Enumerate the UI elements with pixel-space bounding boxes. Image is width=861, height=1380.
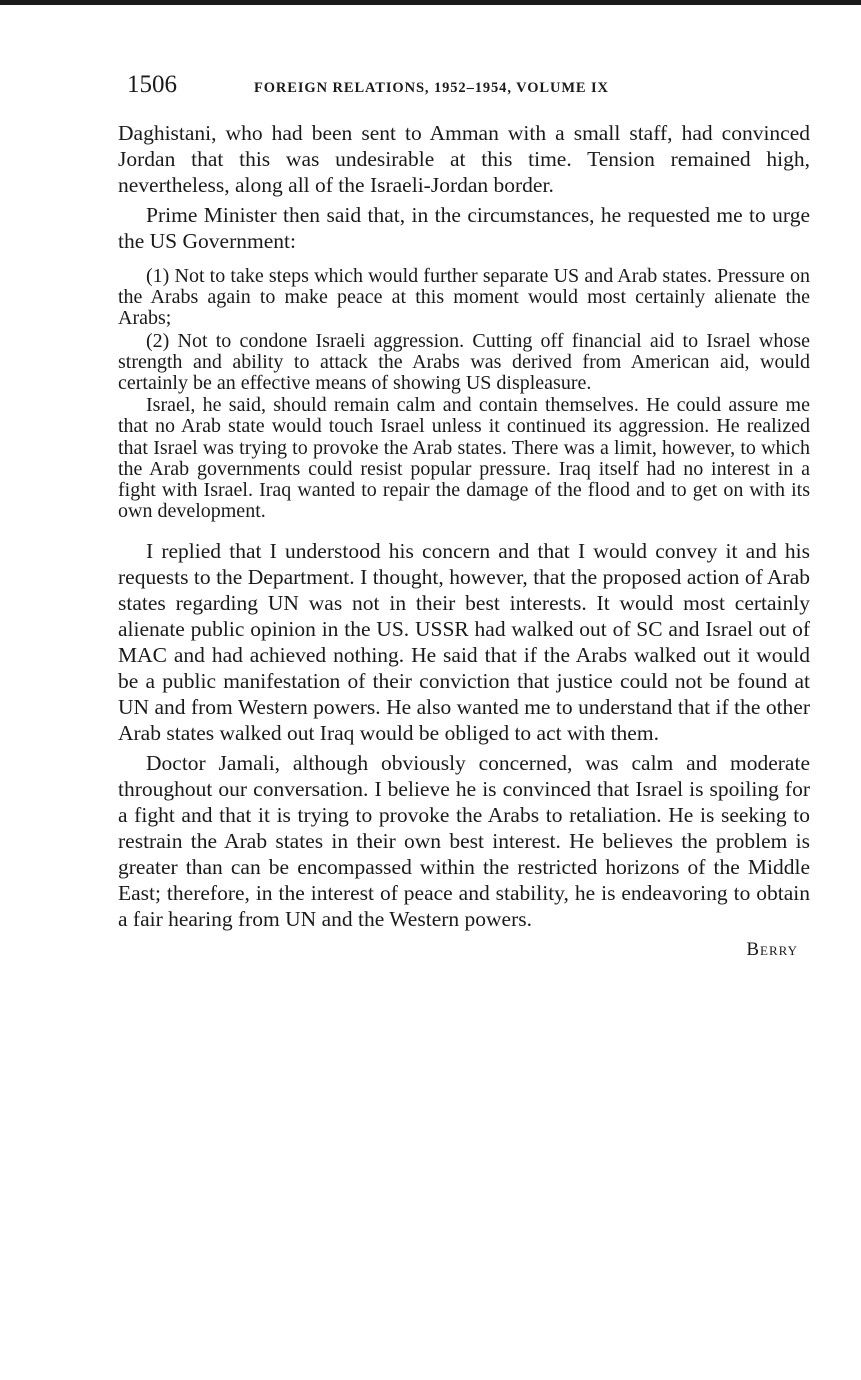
signature: Berry — [746, 939, 798, 961]
paragraph-continuation: Daghistani, who had been sent to Amman with a small staff, had convinced Jordan that this was undesirable at this time. Tension remained high, nevertheless, along all of the Israeli-Jordan border. — [118, 121, 810, 197]
page-header — [127, 72, 807, 102]
running-head: FOREIGN RELATIONS, 1952–1954, VOLUME IX — [254, 80, 609, 96]
page-number: 1506 — [127, 71, 177, 98]
paragraph-jamali: Doctor Jamali, although obviously concerned, was calm and moderate throughout our conversation. I believe he is convinced that Israel is spoiling for a fight and that it is trying to provoke the Arabs to retaliation. He is seeking to restrain the Arab states in their own best interest. He believes the problem is greater than can be encompassed within the restricted horizons of the Middle East; therefore, in the interest of peace and stability, he is endeavoring to obtain a fair hearing from UN and the Western powers. — [118, 751, 810, 932]
quoted-point-2: (2) Not to condone Israeli aggression. Cutting off financial aid to Israel whose strength and ability to attack the Arabs was derived from American aid, would certainly be an effective means of showing US displeasure. — [118, 329, 810, 395]
quoted-israel-paragraph: Israel, he said, should remain calm and contain themselves. He could assure me that no Arab state would touch Israel unless it continued its aggression. He realized that Israel was trying to provoke the Arab states. There was a limit, however, to which the Arab governments could resist popular pressure. Iraq itself had no interest in a fight with Israel. Iraq wanted to repair the damage of the flood and to get on with its own development. — [118, 394, 810, 523]
quoted-telegram-section — [118, 266, 810, 522]
closing-section — [118, 538, 810, 932]
quoted-point-1: (1) Not to take steps which would further separate US and Arab states. Pressure on the Arabs again to make peace at this moment would most certainly alienate the Arabs; — [118, 265, 810, 330]
top-edge-rule — [0, 0, 861, 5]
opening-section — [118, 120, 810, 254]
paragraph-reply: I replied that I understood his concern and that I would convey it and his requests to the Department. I thought, however, that the proposed action of Arab states regarding UN was not in their best interests. It would most certainly alienate public opinion in the US. USSR had walked out of SC and Israel out of MAC and had achieved nothing. He said that if the Arabs walked out it would be a public manifestation of their conviction that justice could not be found at UN and from Western powers. He also wanted me to understand that if the other Arab states walked out Iraq would be obliged to act with them. — [118, 539, 810, 746]
paragraph-request: Prime Minister then said that, in the circumstances, he requested me to urge the US Government: — [118, 203, 810, 253]
document-body — [118, 120, 810, 962]
